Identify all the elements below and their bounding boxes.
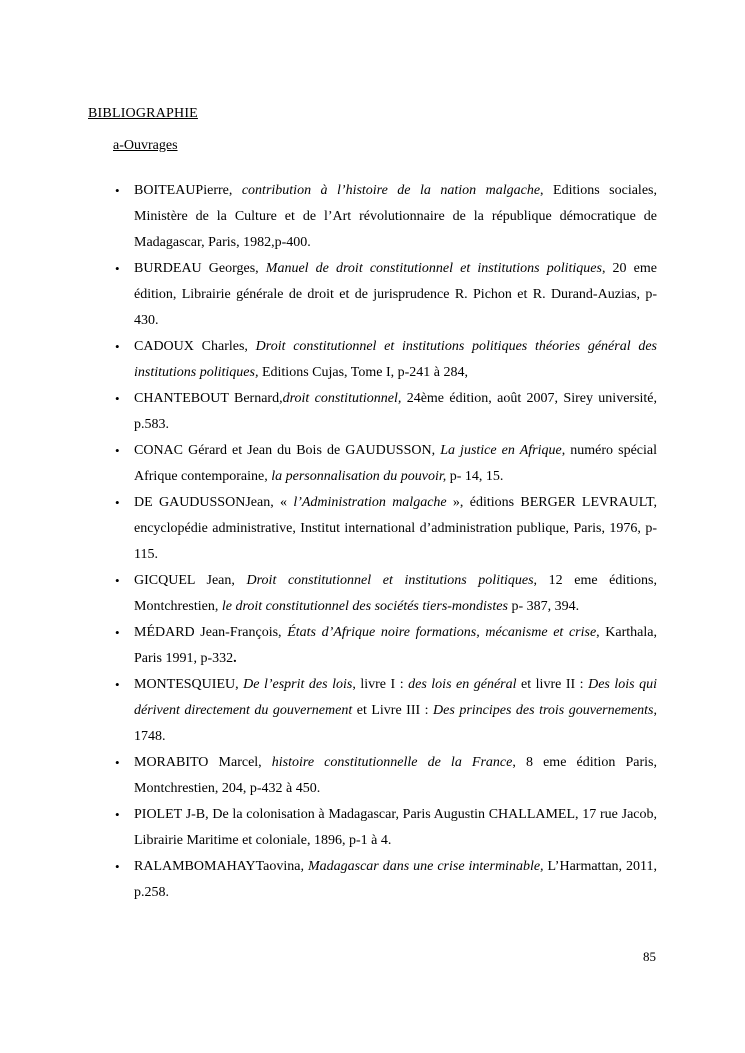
text-segment: , Editions sociales, Ministère de la Culture et de l’Art révolutionnaire de la république démocratique de Madagascar, Paris, 1982,p-400. xyxy=(134,183,657,250)
text-segment: contribution à l’histoire de la nation malgache xyxy=(241,183,541,198)
entry-text xyxy=(134,261,657,328)
text-segment: , 12 eme éditions, Montchrestien, xyxy=(134,573,657,614)
bibliography-entry xyxy=(88,568,657,620)
text-segment: BOITEAUPierre, xyxy=(134,183,242,198)
text-segment: De l’esprit des lois xyxy=(243,677,353,692)
text-segment: RALAMBOMAHAYTaovina xyxy=(134,859,301,874)
bullet-icon: • xyxy=(115,677,120,692)
text-segment: Droit constitutionnel et institutions politiques théories général des institutions politiques, xyxy=(134,339,658,380)
bibliography-list xyxy=(88,178,657,906)
text-segment: CONAC Gérard et Jean du Bois de GAUDUSSON, xyxy=(134,443,441,458)
text-segment: , Karthala, Paris 1991, p-332 xyxy=(134,625,657,666)
entry-text xyxy=(134,495,657,562)
bibliography-entry xyxy=(88,178,657,256)
entry-text xyxy=(134,573,657,614)
entry-text xyxy=(134,391,657,432)
bullet-icon: • xyxy=(115,755,120,770)
text-segment: L’Harmattan, 2011, p.258. xyxy=(134,859,657,900)
text-segment: p- 14, 15. xyxy=(446,469,504,484)
entry-text xyxy=(134,859,657,900)
bibliography-entry xyxy=(88,438,657,490)
bullet-icon: • xyxy=(115,391,120,406)
text-segment: GICQUEL Jean, xyxy=(134,573,247,588)
bibliography-entry xyxy=(88,750,657,802)
text-segment: MORABITO Marcel, xyxy=(134,755,272,770)
bullet-icon: • xyxy=(115,625,120,640)
text-segment: CHANTEBOUT Bernard, xyxy=(134,391,283,406)
text-segment: Des principes des trois gouvernements xyxy=(433,703,654,718)
text-segment: BURDEAU Georges, xyxy=(134,261,266,276)
bibliography-entry xyxy=(88,490,657,568)
bibliography-entry xyxy=(88,386,657,438)
bibliography-entry xyxy=(88,802,657,854)
text-segment: », éditions BERGER LEVRAULT, encyclopédie administrative, Institut international d’administration publique, Paris, 1976, p-115. xyxy=(134,495,657,562)
bullet-icon: • xyxy=(115,859,120,874)
text-segment: la personnalisation du pouvoir, xyxy=(271,469,447,484)
text-segment: droit constitutionnel, xyxy=(282,391,402,406)
text-segment: et livre II : xyxy=(516,677,589,692)
bullet-icon: • xyxy=(115,261,120,276)
bullet-icon: • xyxy=(115,183,120,198)
bullet-icon: • xyxy=(115,339,120,354)
text-segment: l’Administration malgache xyxy=(293,495,447,510)
text-segment: . xyxy=(233,651,237,666)
text-segment: La justice en Afrique xyxy=(440,443,562,458)
text-segment: des lois en général xyxy=(408,677,517,692)
entry-text xyxy=(134,443,657,484)
bibliography-entry xyxy=(88,620,657,672)
text-segment: MONTESQUIEU, xyxy=(134,677,244,692)
text-segment: Droit constitutionnel et institutions politiques xyxy=(246,573,534,588)
bullet-icon: • xyxy=(115,443,120,458)
bibliography-entry xyxy=(88,672,657,750)
bullet-icon: • xyxy=(115,807,120,822)
text-segment: 24ème édition, août 2007, Sirey université, p.583. xyxy=(134,391,658,432)
text-segment: États d’Afrique noire formations, mécanisme et crise xyxy=(287,625,597,640)
entry-text xyxy=(134,339,657,380)
text-segment: CADOUX Charles, xyxy=(134,339,256,354)
page-title: BIBLIOGRAPHIE xyxy=(88,106,198,121)
bibliography-entry xyxy=(88,334,657,386)
entry-text xyxy=(134,755,657,796)
bullet-icon: • xyxy=(115,573,120,588)
text-segment: , 1748. xyxy=(134,703,657,744)
text-segment: histoire constitutionnelle de la France xyxy=(271,755,513,770)
text-segment: , 8 eme édition Paris, Montchrestien, 204, p-432 à 450. xyxy=(134,755,658,796)
entry-text xyxy=(134,625,657,666)
text-segment: DE GAUDUSSONJean, « xyxy=(134,495,294,510)
bibliography-entry xyxy=(88,256,657,334)
text-segment: , Madagascar dans une crise interminable, xyxy=(300,859,544,874)
bullet-icon: • xyxy=(115,495,120,510)
text-segment: , livre I : xyxy=(352,677,409,692)
text-segment: MÉDARD Jean-François, xyxy=(134,625,288,640)
text-segment: Manuel de droit constitutionnel et institutions politiques xyxy=(265,261,602,276)
text-segment: p- 387, 394. xyxy=(507,599,580,614)
text-segment: , 20 eme édition, Librairie générale de droit et de jurisprudence R. Pichon et R. Durand-Auzias, p-430. xyxy=(134,261,657,328)
text-segment: , numéro spécial Afrique contemporaine, xyxy=(134,443,657,484)
page-number: 85 xyxy=(643,949,656,964)
entry-text xyxy=(134,183,657,250)
text-segment: Editions Cujas, Tome I, p-241 à 284, xyxy=(258,365,468,380)
text-segment: le droit constitutionnel des sociétés tiers-mondistes xyxy=(221,599,508,614)
entry-text xyxy=(134,677,657,744)
entry-text xyxy=(134,807,657,848)
text-segment: PIOLET J-B, De la colonisation à Madagascar, Paris Augustin CHALLAMEL, 17 rue Jacob, Librairie Maritime et coloniale, 1896, p-1 à 4. xyxy=(134,807,657,848)
text-segment: Des lois qui dérivent directement du gouvernement xyxy=(134,677,657,718)
text-segment: et Livre III : xyxy=(352,703,434,718)
section-heading: a-Ouvrages xyxy=(113,138,178,153)
bibliography-entry xyxy=(88,854,657,906)
